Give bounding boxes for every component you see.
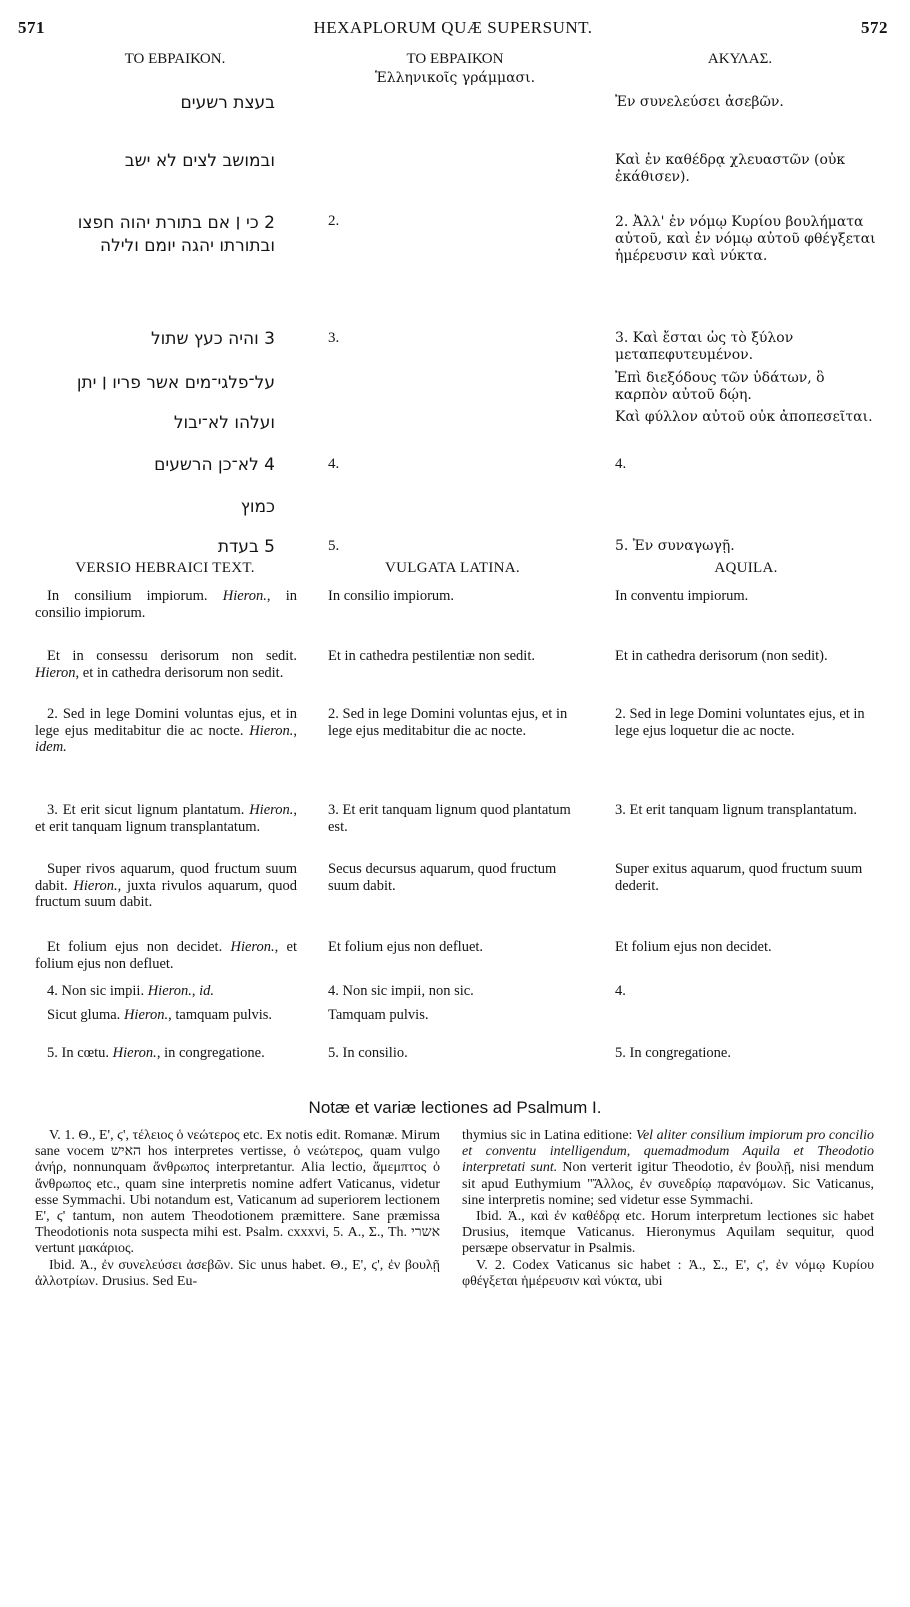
vulgata-cell: In consilio impiorum. [328,588,455,604]
hebrew-verse-line: 5 בעדת [217,537,275,557]
aquila-latin-column-heading: AQUILA. [714,560,778,576]
hebrew-verse-line: ובמושב לצים לא ישב [124,151,275,171]
versio-cell: 2. Sed in lege Domini voluntas ejus, et in lege ejus meditabitur die ac nocte. Hieron., idem. [35,706,297,755]
aquila-greek-line: Καὶ φύλλον αὐτοῦ οὐκ ἀποπεσεῖται. [615,409,873,425]
hebrew-verse-line: על־פלגי־מים אשר פריו ׀ יתן [76,373,275,393]
aquila-latin-cell: In conventu impiorum. [615,588,749,604]
aquila-latin-cell: 2. Sed in lege Domini voluntates ejus, et in lege ejus loquetur die ac nocte. [615,706,865,739]
aquila-greek-line: Καὶ ἐν καθέδρᾳ χλευαστῶν (οὐκ ἐκάθισεν). [615,152,846,185]
vulgata-cell: Et folium ejus non defluet. [328,939,484,955]
transliteration-column-subtitle: Ἑλληνικοῖς γράμμασι. [374,70,536,86]
aquila-greek-line: Ἐν συνελεύσει ἀσεβῶν. [615,94,784,110]
note-paragraph: Ibid. Ἀ., καὶ ἐν καθέδρᾳ etc. Horum interpretum lectiones sic habet Drusius, itemque Vaticanus. Hieronymus Aquilam sequitur, quod persæpe observatur in Psalmis. [462,1209,874,1257]
verse-number: 4. [328,456,340,472]
note-paragraph: V. 1. Θ., Ε', ϛ', τέλειος ὁ νεώτερος etc. Ex notis edit. Romanæ. Mirum sane vocem האיש hos interpretes vertisse, ὁ νεώτερος, quam vulgo ἀνήρ, nonnunquam ἄνθρωπος interpretantur. Alia lectio, ἄμεμπτος ὁ ἄνθρωπος etc., quam sine interpretis nomine adfert Vaticanus, videtur esse Symmachi. Ubi notandum est, Vaticanum ad superiorem lectionem Ε', ϛ' tantum, non autem Theodotionem præmittere. Sane præmissa Theodotionis nota suspecta mihi est. Psalm. cxxxvi, 5. Α., Σ., Th. אשרי vertunt μακάριος. [35,1128,441,1257]
vulgata-cell: Et in cathedra pestilentiæ non sedit. [328,648,535,664]
aquila-greek-column-heading: ΑΚΥΛΑΣ. [707,51,773,67]
note-paragraph: V. 2. Codex Vaticanus sic habet : Ἀ., Σ., Ε', ϛ', ἐν νόμῳ Κυρίου φθέγξεται ἡμέρευσιν καὶ νύκτα, ubi [462,1257,874,1289]
vulgata-cell: 5. In consilio. [328,1045,408,1061]
aquila-latin-cell: 3. Et erit tanquam lignum transplantatum. [615,802,858,818]
versio-cell: In consilium impiorum. Hieron., in consilio impiorum. [35,588,298,621]
hebrew-verse-line: כמוץ [240,497,275,517]
versio-cell: Et folium ejus non decidet. Hieron., et folium ejus non defluet. [35,939,297,972]
versio-cell: 5. In cœtu. Hieron., in congregatione. [47,1045,265,1061]
hebrew-verse-line: 3 והיה כעץ שתול [150,329,275,349]
note-paragraph: Ibid. Ἀ., ἐν συνελεύσει ἀσεβῶν. Sic unus habet. Θ., Ε', ϛ', ἐν βουλῇ ἀλλοτρίων. Drusius. Sed Eu- [35,1257,440,1289]
verse-number: 2. [328,213,340,229]
verse-number: 3. [328,330,340,346]
page-number-left: 571 [18,18,45,37]
vulgata-cell: 2. Sed in lege Domini voluntas ejus, et in lege ejus meditabitur die ac nocte. [328,706,568,739]
versio-cell: Et in consessu derisorum non sedit. Hieron, et in cathedra derisorum non sedit. [35,648,297,681]
note-paragraph: thymius sic in Latina editione: Vel aliter consilium impiorum pro concilio et conventu intelligendum, quemadmodum Aquila et Theodotio interpretati sunt. Non verterit igitur Theodotio, ἐν βουλῇ, nisi mendum sit apud Euthymium "Ἄλλος, ἐν συνεδρίῳ παρανόμων. Sic Vaticanus, sine interpretis nomine; sed videtur esse Symmachi. [462,1128,875,1208]
vulgata-cell: 4. Non sic impii, non sic. [328,983,474,999]
notes-title: Notæ et variæ lectiones ad Psalmum I. [308,1098,602,1117]
hebrew-verse-line: ובתורתו יהגה יומם ולילה [99,236,275,256]
aquila-greek-line: 2. Ἀλλ' ἐν νόμῳ Κυρίου βουλήματα αὐτοῦ, καὶ ἐν νόμῳ αὐτοῦ φθέγξεται ἡμέρευσιν καὶ νύκτα. [615,214,876,264]
vulgata-cell: Secus decursus aquarum, quod fructum suum dabit. [328,861,557,894]
vulgata-column-heading: VULGATA LATINA. [385,560,520,576]
versio-cell: Super rivos aquarum, quod fructum suum dabit. Hieron., juxta rivulos aquarum, quod fructum suum dabit. [35,861,297,910]
aquila-greek-line: 4. [615,456,627,472]
versio-column-heading: VERSIO HEBRAICI TEXT. [75,560,255,576]
verse-number: 5. [328,538,340,554]
page-number-right: 572 [861,18,888,37]
aquila-greek-line: 3. Καὶ ἔσται ὡς τὸ ξύλον μεταπεφυτευμένον. [615,330,794,363]
aquila-latin-cell: Et folium ejus non decidet. [615,939,772,955]
hebrew-verse-line: ועלהו לא־יבול [173,413,275,433]
vulgata-cell: 3. Et erit tanquam lignum quod plantatum est. [328,802,571,835]
hebrew-verse-line: 4 לא־כן הרשעים [154,455,275,475]
aquila-latin-cell: Et in cathedra derisorum (non sedit). [615,648,828,664]
transliteration-column-heading: ΤΟ ΕΒΡΑΙΚΟΝ [406,51,504,67]
versio-cell: 4. Non sic impii. Hieron., id. [47,983,215,999]
aquila-latin-cell: 5. In congregatione. [615,1045,731,1061]
aquila-latin-cell: Super exitus aquarum, quod fructum suum dederit. [615,861,863,894]
vulgata-cell: Tamquam pulvis. [328,1007,429,1023]
aquila-greek-line: 5. Ἐν συναγωγῇ. [615,538,735,554]
hebrew-verse-line: בעצת רשעים [180,93,275,113]
versio-cell: 3. Et erit sicut lignum plantatum. Hieron., et erit tanquam lignum transplantatum. [35,802,297,835]
running-title: HEXAPLORUM QUÆ SUPERSUNT. [313,18,593,37]
notes-left-column [35,1128,440,1290]
hebrew-column-heading: ΤΟ ΕΒΡΑΙΚΟΝ. [124,51,226,67]
page-header [18,18,888,40]
hebrew-verse-line: 2 כי ׀ אם בתורת יהוה חפצו [77,213,275,233]
aquila-latin-cell: 4. [615,983,626,999]
notes-right-column [462,1128,874,1290]
aquila-greek-line: Ἐπὶ διεξόδους τῶν ὑδάτων, ὃ καρπὸν αὐτοῦ δῴη. [615,370,825,403]
versio-cell: Sicut gluma. Hieron., tamquam pulvis. [47,1007,273,1023]
